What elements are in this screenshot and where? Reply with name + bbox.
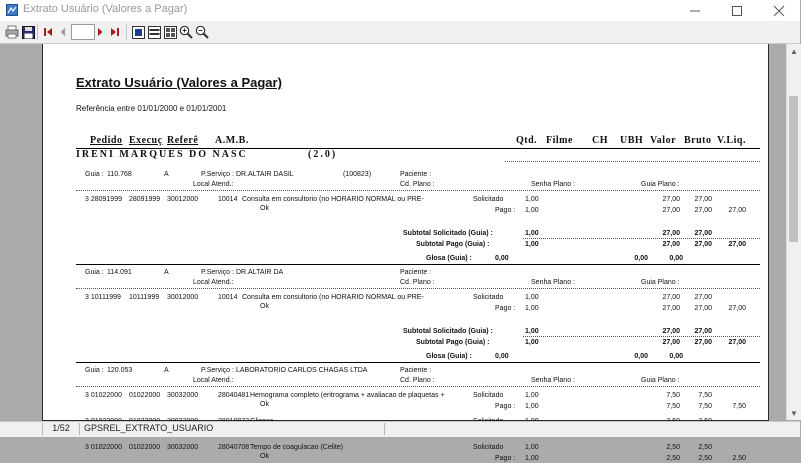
item-pedido: 3 28091999 — [85, 196, 122, 203]
zoom-in-button[interactable] — [178, 24, 194, 40]
item-sol-bruto: 27,00 — [694, 196, 712, 203]
col-header-vliq: V.Liq. — [717, 135, 746, 146]
col-header-bruto: Bruto — [684, 135, 712, 146]
zoom-in-icon — [179, 25, 193, 39]
subtotal-solicitado-label: Subtotal Solicitado (Guia) : — [403, 328, 493, 335]
window-title: Extrato Usuário (Valores a Pagar) — [23, 3, 188, 15]
item-pago-qtd: 1,00 — [525, 403, 539, 410]
item-pago-bruto: 7,50 — [698, 403, 712, 410]
item-refere: 30012000 — [167, 294, 199, 301]
subtotal-rule — [523, 238, 760, 239]
minimize-icon — [690, 6, 700, 16]
glosa-valor: 0,00 — [634, 353, 648, 360]
solicitado-label: Solicitado — [473, 196, 504, 203]
next-page-icon — [95, 27, 105, 37]
subtotal-pago-qtd: 1,00 — [525, 241, 539, 248]
toolbar — [0, 21, 800, 44]
item-pedido: 3 01022000 — [85, 392, 122, 399]
report-reference: Referência entre 01/01/2000 e 01/01/2001 — [76, 104, 227, 113]
scroll-down-icon: ▼ — [790, 408, 798, 418]
guide-number: 114.091 — [107, 269, 132, 276]
col-header-amb: A.M.B. — [215, 135, 249, 146]
item-status: Ok — [260, 453, 269, 460]
item-pedido: 3 10111999 — [85, 294, 121, 301]
subtotal-solicitado-valor: 27,00 — [662, 328, 680, 335]
item-pago-qtd: 1,00 — [525, 207, 539, 214]
print-button[interactable] — [4, 24, 20, 40]
guide-label: Guia : — [85, 367, 104, 374]
item-pago-qtd: 1,00 — [525, 455, 539, 462]
printer-icon — [5, 25, 19, 39]
item-amb-code: 10014 — [218, 294, 238, 301]
glosa-qtd: 0,00 — [495, 255, 509, 262]
first-page-button[interactable] — [40, 24, 56, 40]
cd-plano-label: Cd. Plano : — [400, 377, 435, 384]
scroll-down-button[interactable] — [787, 406, 801, 420]
local-atend-label: Local Atend.: — [193, 279, 234, 286]
guide-number: 110.768 — [107, 171, 132, 178]
local-atend-label: Local Atend.: — [193, 377, 234, 384]
col-header-execuc: Execuç — [129, 135, 163, 146]
item-sol-bruto: 27,00 — [694, 294, 712, 301]
subtotal-pago-qtd: 1,00 — [525, 339, 539, 346]
patient-name: IRENI MARQUES DO NASC — [76, 149, 248, 160]
solicitado-label: Solicitado — [473, 294, 504, 301]
next-page-button[interactable] — [92, 24, 108, 40]
subtotal-solicitado-bruto: 27,00 — [694, 230, 712, 237]
local-atend-label: Local Atend.: — [193, 181, 234, 188]
pago-label: Pago : — [495, 403, 516, 410]
guide-end-rule — [76, 362, 760, 363]
minimize-button[interactable] — [674, 0, 716, 21]
item-pago-valor: 27,00 — [662, 305, 680, 312]
guide-end-rule — [76, 264, 760, 265]
item-pago-bruto: 27,00 — [694, 207, 712, 214]
zoom-out-icon — [195, 25, 209, 39]
subtotal-solicitado-bruto: 27,00 — [694, 328, 712, 335]
status-page: 1/52 — [43, 423, 80, 435]
subtotal-pago-label: Subtotal Pago (Guia) : — [416, 339, 490, 346]
solicitado-label: Solicitado — [473, 392, 504, 399]
col-header-filme: Filme — [546, 135, 573, 146]
item-sol-valor: 2,50 — [666, 444, 680, 451]
subtotal-solicitado-qtd: 1,00 — [525, 328, 539, 335]
item-refere: 30012000 — [167, 196, 199, 203]
item-sol-valor: 7,50 — [666, 392, 680, 399]
item-sol-qtd: 1,00 — [525, 196, 539, 203]
subtotal-pago-vliq: 27,00 — [728, 339, 746, 346]
app-icon — [6, 4, 18, 16]
patient-code: (2.0) — [308, 149, 338, 160]
glosa-bruto: 0,00 — [669, 353, 683, 360]
col-header-refere: Referê — [167, 135, 199, 146]
item-refere: 30032000 — [167, 444, 199, 451]
scroll-thumb[interactable] — [789, 96, 798, 242]
col-header-qtd: Qtd. — [516, 135, 538, 146]
item-sol-bruto: 2,50 — [698, 444, 712, 451]
whole-page-icon — [132, 26, 145, 39]
item-execuc: 10111999 — [129, 294, 160, 301]
subtotal-rule — [523, 336, 760, 337]
guide-label: Guia : — [85, 171, 104, 178]
maximize-icon — [732, 6, 742, 16]
guide-type: A — [164, 367, 169, 374]
subtotal-pago-bruto: 27,00 — [694, 339, 712, 346]
page-width-icon — [148, 26, 161, 39]
status-report-name: GPSREL_EXTRATO_USUARIO — [84, 423, 385, 435]
item-status: Ok — [260, 401, 269, 408]
senha-plano-label: Senha Plano : — [531, 279, 575, 286]
whole-page-button[interactable] — [130, 24, 146, 40]
pago-label: Pago : — [495, 305, 516, 312]
item-pago-valor: 2,50 — [666, 455, 680, 462]
senha-plano-label: Senha Plano : — [531, 181, 575, 188]
item-sol-bruto: 7,50 — [698, 392, 712, 399]
subtotal-pago-label: Subtotal Pago (Guia) : — [416, 241, 490, 248]
service-provider-name: DR.ALTAIR DASIL — [236, 171, 294, 178]
zoom-out-button[interactable] — [194, 24, 210, 40]
patient-rule — [505, 161, 760, 162]
service-provider-name: DR.ALTAIR DA — [236, 269, 284, 276]
item-pago-vliq: 27,00 — [728, 305, 746, 312]
patient-label: Paciente : — [400, 367, 432, 374]
item-pedido: 3 01022000 — [85, 444, 122, 451]
floppy-icon — [22, 26, 35, 39]
col-header-valor: Valor — [650, 135, 677, 146]
patient-label: Paciente : — [400, 269, 432, 276]
item-status: Ok — [260, 303, 269, 310]
col-header-ch: CH — [592, 135, 608, 146]
service-provider-label: P.Serviço : — [201, 171, 234, 178]
subtotal-pago-valor: 27,00 — [662, 241, 680, 248]
item-status: Ok — [260, 205, 269, 212]
solicitado-label: Solicitado — [473, 444, 504, 451]
item-pago-bruto: 2,50 — [698, 455, 712, 462]
close-button[interactable] — [758, 0, 800, 21]
guide-type: A — [164, 171, 169, 178]
senha-plano-label: Senha Plano : — [531, 377, 575, 384]
item-execuc: 01022000 — [129, 444, 161, 451]
guide-header-rule — [76, 288, 760, 289]
scroll-up-button[interactable] — [787, 44, 801, 58]
item-amb-code: 28040708 — [218, 444, 250, 451]
service-provider-name: LABORATORIO CARLOS CHAGAS LTDA — [236, 367, 368, 374]
item-pago-valor: 27,00 — [662, 207, 680, 214]
item-description: Tempo de coagulacao (Celite) — [250, 444, 343, 451]
first-page-icon — [43, 27, 53, 37]
guide-number: 120.053 — [107, 367, 133, 374]
guide-label: Guia : — [85, 269, 104, 276]
item-execuc: 01022000 — [129, 392, 161, 399]
maximize-button[interactable] — [716, 0, 758, 21]
subtotal-pago-bruto: 27,00 — [694, 241, 712, 248]
item-pago-vliq: 27,00 — [728, 207, 746, 214]
item-sol-qtd: 1,00 — [525, 294, 539, 301]
multiple-pages-icon — [164, 26, 177, 39]
patient-label: Paciente : — [400, 171, 432, 178]
subtotal-pago-valor: 27,00 — [662, 339, 680, 346]
title-bar — [0, 0, 800, 22]
item-amb-code: 28040481 — [218, 392, 250, 399]
guia-plano-label: Guia Plano : — [641, 377, 680, 384]
item-pago-vliq: 2,50 — [732, 455, 746, 462]
subtotal-solicitado-valor: 27,00 — [662, 230, 680, 237]
item-description: Hemograma completo (eritrograma + avaliacao de plaquetas + — [250, 392, 445, 399]
service-provider-label: P.Serviço : — [201, 367, 234, 374]
item-pago-qtd: 1,00 — [525, 305, 539, 312]
item-pago-bruto: 27,00 — [694, 305, 712, 312]
guia-plano-label: Guia Plano : — [641, 279, 680, 286]
subtotal-pago-vliq: 27,00 — [728, 241, 746, 248]
item-sol-qtd: 1,00 — [525, 444, 539, 451]
glosa-valor: 0,00 — [634, 255, 648, 262]
save-button[interactable] — [20, 24, 36, 40]
subtotal-solicitado-label: Subtotal Solicitado (Guia) : — [403, 230, 493, 237]
item-sol-qtd: 1,00 — [525, 392, 539, 399]
multiple-pages-button[interactable] — [162, 24, 178, 40]
guide-header-rule — [76, 386, 760, 387]
glosa-label: Glosa (Guia) : — [426, 353, 472, 360]
service-provider-code: (100823) — [343, 171, 372, 178]
item-execuc: 28091999 — [129, 196, 161, 203]
previous-page-button[interactable] — [55, 24, 71, 40]
item-description: Consulta em consultorio (no HORARIO NORMAL ou PRE- — [242, 294, 424, 301]
pago-label: Pago : — [495, 207, 516, 214]
glosa-bruto: 0,00 — [669, 255, 683, 262]
last-page-icon — [110, 27, 120, 37]
guide-header-rule — [76, 190, 760, 191]
col-header-pedido: Pedido — [90, 135, 123, 146]
toolbar-separator — [37, 24, 38, 40]
item-sol-valor: 27,00 — [662, 294, 680, 301]
cd-plano-label: Cd. Plano : — [400, 279, 435, 286]
report-title: Extrato Usuário (Valores a Pagar) — [76, 75, 282, 90]
page-width-button[interactable] — [146, 24, 162, 40]
scroll-up-icon: ▲ — [790, 46, 798, 56]
subtotal-solicitado-qtd: 1,00 — [525, 230, 539, 237]
guide-type: A — [164, 269, 169, 276]
glosa-label: Glosa (Guia) : — [426, 255, 472, 262]
guia-plano-label: Guia Plano : — [641, 181, 680, 188]
close-icon — [774, 6, 784, 16]
item-sol-valor: 27,00 — [662, 196, 680, 203]
vertical-scrollbar[interactable] — [786, 44, 801, 420]
status-bar — [0, 421, 800, 437]
previous-page-icon — [58, 27, 68, 37]
cd-plano-label: Cd. Plano : — [400, 181, 435, 188]
item-pago-vliq: 7,50 — [732, 403, 746, 410]
item-pago-valor: 7,50 — [666, 403, 680, 410]
item-description: Consulta em consultorio (no HORARIO NORMAL ou PRE- — [242, 196, 424, 203]
col-header-ubh: UBH — [620, 135, 644, 146]
last-page-button[interactable] — [107, 24, 123, 40]
toolbar-separator — [126, 24, 127, 40]
pago-label: Pago : — [495, 455, 516, 462]
glosa-qtd: 0,00 — [495, 353, 509, 360]
item-refere: 30032000 — [167, 392, 199, 399]
service-provider-label: P.Serviço : — [201, 269, 234, 276]
item-amb-code: 10014 — [218, 196, 238, 203]
status-cell-blank — [0, 423, 43, 435]
